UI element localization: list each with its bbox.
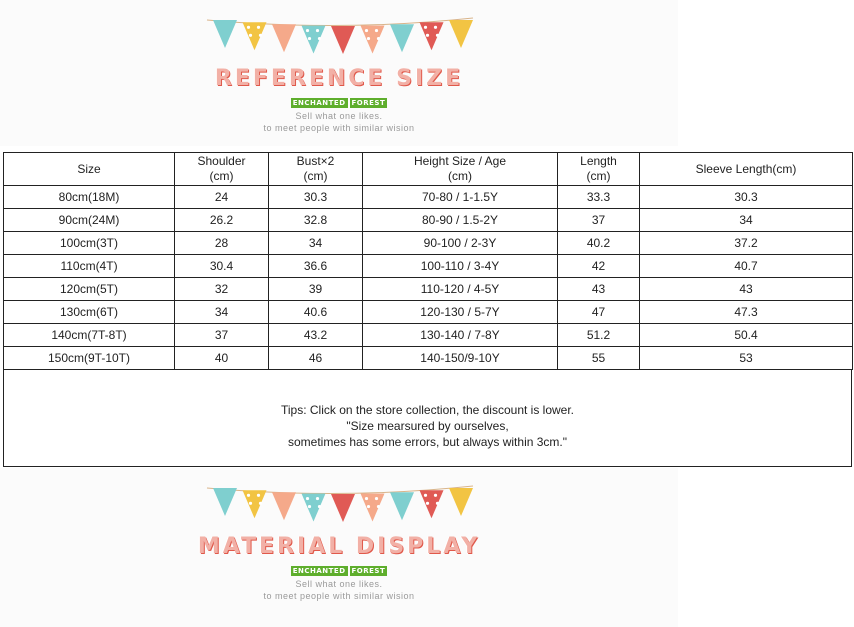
- table-row: [4, 278, 853, 301]
- brand-tag: FOREST: [351, 99, 386, 107]
- brand-tag: ENCHANTED: [292, 99, 346, 107]
- bunting-dot: [257, 26, 260, 29]
- cell-length: 42: [558, 255, 640, 278]
- cell-sleeve-length: 53: [640, 347, 853, 370]
- banner-title: REFERENCE SIZE: [214, 66, 464, 91]
- cell-bust: 39: [269, 278, 363, 301]
- cell-bust: 34: [269, 232, 363, 255]
- cell-shoulder: 28: [175, 232, 269, 255]
- cell-sleeve-length: 40.7: [640, 255, 853, 278]
- table-header-row: [4, 153, 853, 186]
- bunting-dot: [247, 26, 250, 29]
- cell-length: 47: [558, 301, 640, 324]
- bunting-dot: [249, 502, 252, 505]
- cell-sleeve-length: 43: [640, 278, 853, 301]
- cell-shoulder: 32: [175, 278, 269, 301]
- cell-sleeve-length: 47.3: [640, 301, 853, 324]
- bunting-dot: [306, 29, 309, 32]
- cell-length: 33.3: [558, 186, 640, 209]
- header-size: Size: [4, 153, 175, 186]
- bunting-flag: [361, 494, 385, 522]
- bunting-flag: [420, 22, 444, 50]
- reference-size-banner: [0, 0, 678, 146]
- cell-height-age: 130-140 / 7-8Y: [363, 324, 558, 347]
- tip-text: "Size mearsured by ourselves,: [346, 419, 509, 433]
- bunting-flag: [449, 488, 473, 516]
- cell-length: 40.2: [558, 232, 640, 255]
- cell-length: 51.2: [558, 324, 640, 347]
- cell-size: 100cm(3T): [4, 232, 175, 255]
- bunting-dot: [316, 497, 319, 500]
- bunting-flag: [390, 24, 414, 52]
- cell-sleeve-length: 50.4: [640, 324, 853, 347]
- cell-shoulder: 37: [175, 324, 269, 347]
- cell-size: 110cm(4T): [4, 255, 175, 278]
- cell-bust: 30.3: [269, 186, 363, 209]
- bunting-dot: [308, 505, 311, 508]
- bunting-dot: [365, 497, 368, 500]
- bunting-flag: [243, 22, 267, 50]
- tagline: Sell what one likes.: [295, 579, 383, 589]
- bunting-dot: [375, 497, 378, 500]
- table-row: [4, 186, 853, 209]
- cell-shoulder: 26.2: [175, 209, 269, 232]
- bunting-flag: [213, 20, 237, 48]
- cell-height-age: 140-150/9-10Y: [363, 347, 558, 370]
- table-row: [4, 255, 853, 278]
- header-bust: Bust×2 (cm): [269, 153, 363, 186]
- bunting-dot: [377, 505, 380, 508]
- cell-size: 140cm(7T-8T): [4, 324, 175, 347]
- tip-text: sometimes has some errors, but always within 3cm.": [287, 435, 568, 449]
- bunting-dot: [318, 505, 321, 508]
- cell-sleeve-length: 34: [640, 209, 853, 232]
- cell-height-age: 80-90 / 1.5-2Y: [363, 209, 558, 232]
- bunting-flag: [243, 490, 267, 518]
- cell-bust: 36.6: [269, 255, 363, 278]
- cell-height-age: 90-100 / 2-3Y: [363, 232, 558, 255]
- cell-length: 43: [558, 278, 640, 301]
- bunting-dot: [375, 29, 378, 32]
- tip-text: Tips: Click on the store collection, the discount is lower.: [280, 403, 575, 417]
- cell-size: 80cm(18M): [4, 186, 175, 209]
- cell-height-age: 110-120 / 4-5Y: [363, 278, 558, 301]
- cell-height-age: 120-130 / 5-7Y: [363, 301, 558, 324]
- cell-length: 37: [558, 209, 640, 232]
- header-sleeve-length: Sleeve Length(cm): [640, 153, 853, 186]
- tagline: to meet people with similar wision: [263, 591, 415, 601]
- bunting-flag: [213, 488, 237, 516]
- bunting-dot: [306, 497, 309, 500]
- bunting-flag: [302, 494, 326, 522]
- bunting-dot: [247, 494, 250, 497]
- table-row: [4, 301, 853, 324]
- bunting-dot: [436, 34, 439, 37]
- bunting-flag: [272, 492, 296, 520]
- bunting-flag: [390, 492, 414, 520]
- cell-size: 120cm(5T): [4, 278, 175, 301]
- bunting-dot: [257, 494, 260, 497]
- cell-length: 55: [558, 347, 640, 370]
- cell-bust: 32.8: [269, 209, 363, 232]
- bunting-dot: [259, 34, 262, 37]
- cell-size: 130cm(6T): [4, 301, 175, 324]
- cell-shoulder: 30.4: [175, 255, 269, 278]
- bunting-flag: [272, 24, 296, 52]
- cell-bust: 40.6: [269, 301, 363, 324]
- bunting-dot: [367, 37, 370, 40]
- header-length: Length (cm): [558, 153, 640, 186]
- banner-title: MATERIAL DISPLAY: [197, 534, 481, 559]
- bunting-flag: [302, 26, 326, 54]
- cell-height-age: 70-80 / 1-1.5Y: [363, 186, 558, 209]
- cell-height-age: 100-110 / 3-4Y: [363, 255, 558, 278]
- cell-sleeve-length: 30.3: [640, 186, 853, 209]
- cell-shoulder: 40: [175, 347, 269, 370]
- material-display-banner: [0, 468, 678, 627]
- bunting-dot: [426, 502, 429, 505]
- bunting-dot: [436, 502, 439, 505]
- header-height-age: Height Size / Age (cm): [363, 153, 558, 186]
- table-row: [4, 209, 853, 232]
- bunting-dot: [426, 34, 429, 37]
- bunting-flag: [420, 490, 444, 518]
- bunting-dot: [434, 26, 437, 29]
- brand-tag: ENCHANTED: [292, 567, 346, 575]
- bunting-flag: [331, 26, 355, 54]
- bunting-dot: [424, 494, 427, 497]
- cell-sleeve-length: 37.2: [640, 232, 853, 255]
- bunting-dot: [249, 34, 252, 37]
- bunting-dot: [259, 502, 262, 505]
- bunting-flag: [449, 20, 473, 48]
- bunting-dot: [377, 37, 380, 40]
- header-shoulder: Shoulder (cm): [175, 153, 269, 186]
- tagline: Sell what one likes.: [295, 111, 383, 121]
- bunting-dot: [316, 29, 319, 32]
- table-row: [4, 324, 853, 347]
- tips-box: [3, 369, 852, 467]
- bunting-dot: [318, 37, 321, 40]
- table-row: [4, 232, 853, 255]
- table-row: [4, 347, 853, 370]
- bunting-dot: [365, 29, 368, 32]
- bunting-dot: [434, 494, 437, 497]
- size-chart-table: [3, 152, 853, 370]
- brand-logo: [0, 98, 678, 108]
- bunting-dot: [367, 505, 370, 508]
- bunting-dot: [308, 37, 311, 40]
- cell-size: 90cm(24M): [4, 209, 175, 232]
- tagline: to meet people with similar wision: [263, 123, 415, 133]
- cell-shoulder: 34: [175, 301, 269, 324]
- cell-bust: 43.2: [269, 324, 363, 347]
- cell-shoulder: 24: [175, 186, 269, 209]
- bunting-dot: [424, 26, 427, 29]
- cell-bust: 46: [269, 347, 363, 370]
- bunting-flags-graphic: [205, 14, 475, 64]
- bunting-flag: [361, 26, 385, 54]
- cell-size: 150cm(9T-10T): [4, 347, 175, 370]
- bunting-flag: [331, 494, 355, 522]
- bunting-flags-graphic: [205, 482, 475, 532]
- brand-logo: [0, 566, 678, 576]
- brand-tag: FOREST: [351, 567, 386, 575]
